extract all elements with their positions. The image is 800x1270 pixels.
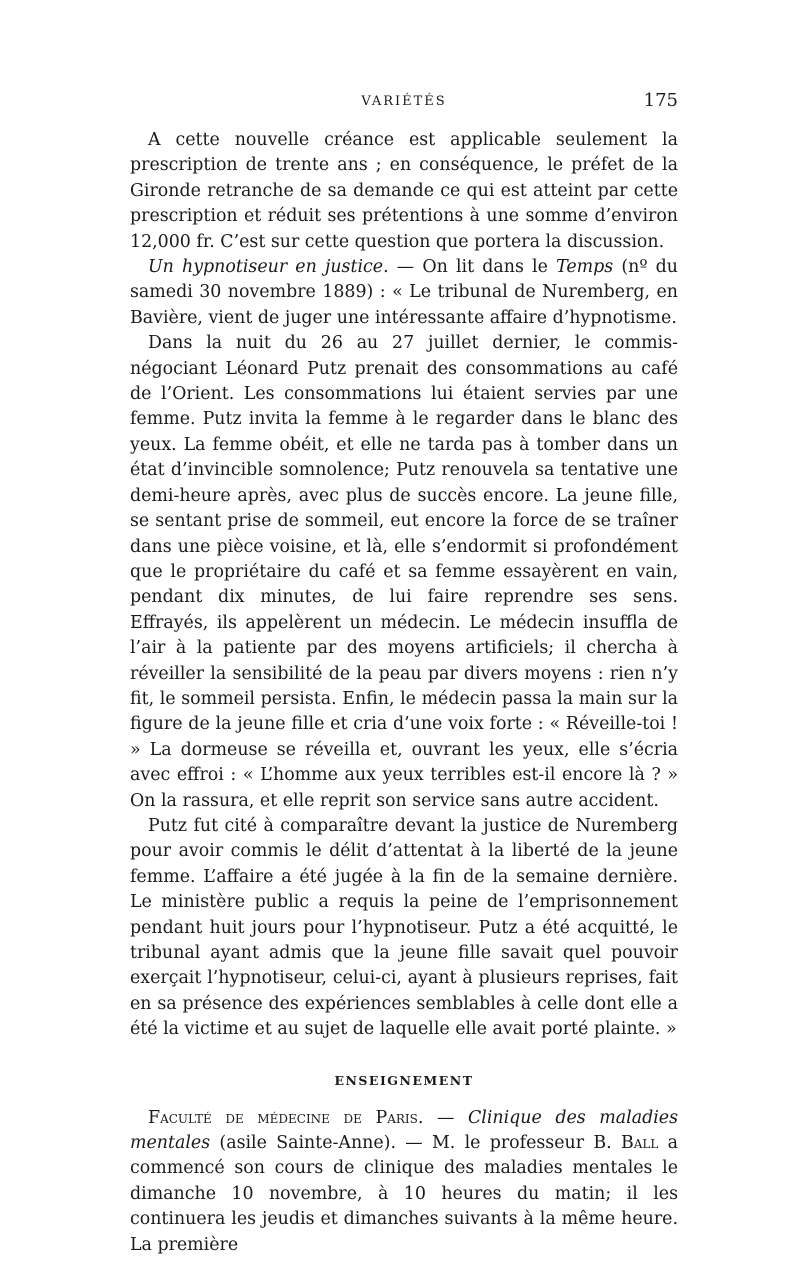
running-head bbox=[130, 88, 678, 128]
paragraph-creance: A cette nouvelle créance est applicable seulement la prescription de trente ans ; en conséquence, le préfet de la Gironde retranche de sa demande ce qui est atteint par cette prescription et réduit ses prétentions à une somme d’environ 12,000 fr. C’est sur cette question que portera la discussion. bbox=[130, 130, 678, 252]
text-segment: (nº du samedi 30 novembre 1889) : « Le tribunal de Nuremberg, en Bavière, vient de juger une intéressante affaire d’hypnotisme. bbox=[130, 257, 679, 328]
course-title: Clinique des maladies mentales bbox=[130, 1107, 679, 1154]
professor-name: Ball bbox=[620, 1133, 659, 1154]
newspaper-name: Temps bbox=[556, 257, 614, 278]
running-title: VARIÉTÉS bbox=[361, 94, 447, 109]
paragraph-narrative: Dans la nuit du 26 au 27 juillet dernier, le commis-négociant Léonard Putz prenait des consommations au café de l’Orient. Les consommations lui étaient servies par une femme. Putz invita la femme à le regarder dans le blanc des yeux. La femme obéit, et elle ne tarda pas à tomber dans un état d’invincible somnolence; Putz renouvela sa tentative une demi-heure après, avec plus de succès encore. La jeune fille, se sentant prise de sommeil, eut encore la force de se traîner dans une pièce voisine, et là, elle s’endormit si profondément que le propriétaire du café et sa femme essayèrent en vain, pendant dix minutes, de lui faire reprendre ses sens. Effrayés, ils appelèrent un médecin. Le médecin insuffla de l’air à la patiente par des moyens artificiels; il chercha à réveiller la sensibilité de la peau par divers moyens : rien n’y fit, le sommeil persista. Enfin, le médecin passa la main sur la figure de la jeune fille et cria d’une voix forte : « Réveille-toi ! » La dormeuse se réveilla et, ouvrant les yeux, elle s’écria avec effroi : « L’homme aux yeux terribles est-il encore là ? » On la rassura, et elle reprit son service sans autre accident. bbox=[130, 333, 678, 811]
page-number: 175 bbox=[643, 90, 678, 111]
text-segment: (asile Sainte-Anne). — M. le professeur B. bbox=[210, 1133, 621, 1154]
body-text bbox=[130, 128, 678, 1258]
text-segment: a commencé son cours de clinique des maladies mentales le dimanche 10 novembre, à 10 heures du matin; il les continuera les jeudis et dimanches suivants à la même heure. La première bbox=[130, 1133, 678, 1255]
text-segment: — bbox=[423, 1107, 468, 1128]
text-segment: — On lit dans le bbox=[388, 257, 557, 278]
faculty-name: Faculté de médecine de Paris. bbox=[148, 1107, 424, 1128]
article-heading: Un hypnotiseur en justice. bbox=[148, 257, 389, 278]
section-heading: ENSEIGNEMENT bbox=[334, 1072, 474, 1088]
paragraph-hypnotiseur-intro bbox=[130, 255, 678, 331]
page bbox=[130, 88, 678, 1258]
paragraph-trial: Putz fut cité à comparaître devant la justice de Nuremberg pour avoir commis le délit d’attentat à la liberté de la jeune femme. L’affaire a été jugée à la fin de la semaine dernière. Le ministère public a requis la peine de l’emprisonnement pendant huit jours pour l’hypnotiseur. Putz a été acquitté, le tribunal ayant admis que la jeune fille savait quel pouvoir exerçait l’hypnotiseur, celui-ci, ayant à plusieurs reprises, fait en sa présence des expériences semblables à celle dont elle a été la victime et au sujet de laquelle elle avait porté plainte. » bbox=[130, 815, 678, 1040]
paragraph-enseignement bbox=[130, 1106, 678, 1258]
